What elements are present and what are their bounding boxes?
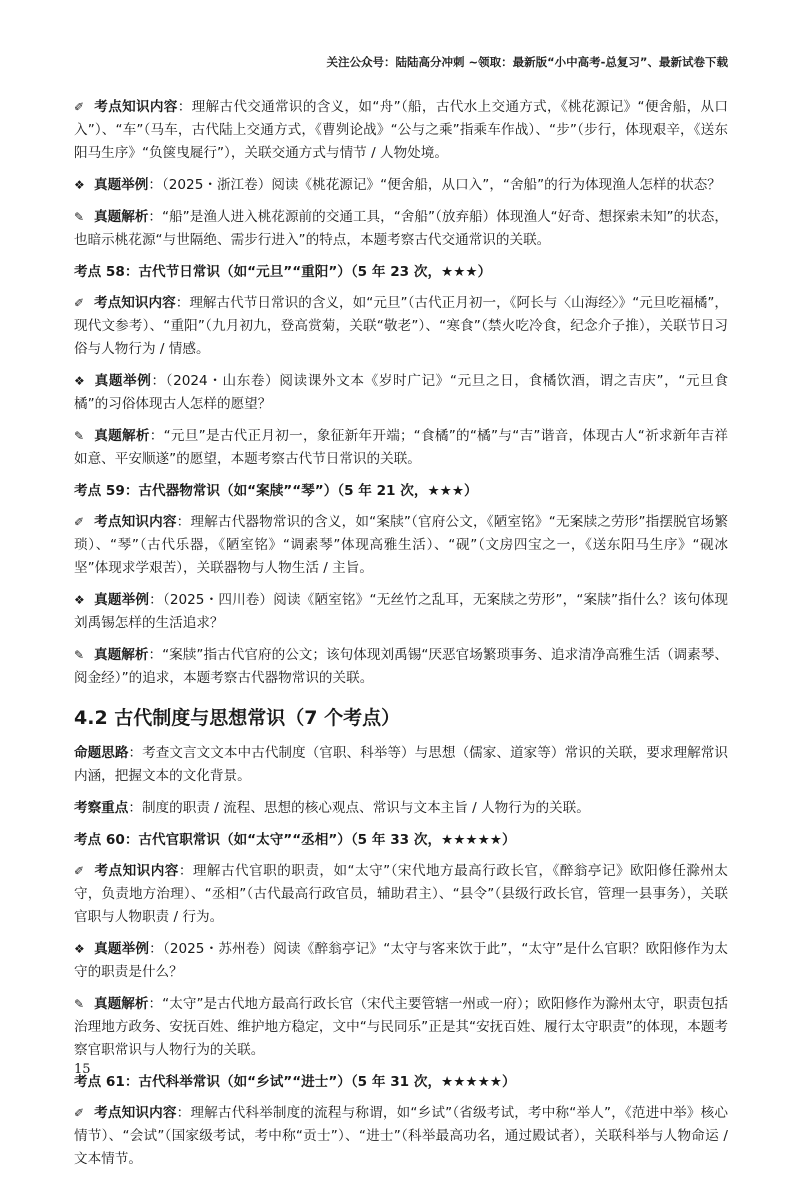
knowledge-label: 考点知识内容 [94,863,179,879]
analysis-label: 真题解析 [94,209,149,225]
page-content [74,96,728,1180]
knowledge-label: 考点知识内容 [94,99,178,115]
focus-text: ：制度的职责 / 流程、思想的核心观点、常识与文本主旨 / 人物行为的关联。 [128,800,590,816]
point-heading: 考点 61：古代科举常识（如“乡试”“进士”）（5 年 31 次，★★★★★） [74,1074,516,1090]
page-header: 关注公众号：陆陆高分冲刺 ~领取：最新版“小中高考-总复习”、最新试卷下载 [326,55,728,69]
diamond-bullet-icon: ❖ [74,942,85,956]
analysis-text: ：“元旦”是古代正月初一，象征新年开端；“食橘”的“橘”与“吉”谐音，体现古人“祈求新年吉祥如意、平安顺遂”的愿望，本题考察古代节日常识的关联。 [74,428,728,467]
example-paragraph [74,370,728,416]
knowledge-paragraph [74,860,728,929]
analysis-label: 真题解析 [94,428,150,444]
point-heading: 考点 58：古代节日常识（如“元旦”“重阳”）（5 年 23 次，★★★） [74,264,492,280]
pencil-icon: ✐ [74,296,85,310]
example-text: ：（2025・苏州卷）阅读《醉翁亭记》“太守与客来饮于此”，“太守”是什么官职？欧阳修作为太守的职责是什么？ [74,941,729,980]
knowledge-text: ：理解古代器物常识的含义，如“案牍”（官府公文，《陋室铭》“无案牍之劳形”指摆脱官场繁琐）、“琴”（古代乐器，《陋室铭》“调素琴”体现高雅生活）、“砚”（文房四宝之一，《送东阳马生序》“砚冰坚”体现求学艰苦），关联器物与人物生活 / 主旨。 [74,514,728,576]
section-title: 4.2 古代制度与思想常识（7 个考点） [74,707,401,729]
diamond-bullet-icon: ❖ [74,374,85,388]
diamond-bullet-icon: ❖ [74,593,85,607]
pencil-icon: ✐ [74,100,85,114]
analysis-paragraph [74,993,728,1062]
example-text: ：（2025・浙江卷）阅读《桃花源记》“便舍船，从口入”，“舍船”的行为体现渔人怎样的状态？ [148,177,721,193]
knowledge-paragraph [74,1102,728,1171]
focus-paragraph [74,797,728,820]
knowledge-text: ：理解古代官职的职责，如“太守”（宋代地方最高行政长官，《醉翁亭记》欧阳修任滁州太守，负责地方治理）、“丞相”（古代最高行政官员，辅助君主）、“县令”（县级行政长官，管理一县事务），关联官职与人物职责 / 行为。 [74,863,729,925]
knowledge-label: 考点知识内容 [94,514,177,530]
diamond-bullet-icon: ❖ [74,178,85,192]
analysis-label: 真题解析 [94,647,149,663]
focus-label: 考察重点 [74,800,129,816]
knowledge-label: 考点知识内容 [94,295,176,311]
point-heading: 考点 60：古代官职常识（如“太守”“丞相”）（5 年 33 次，★★★★★） [74,832,516,848]
idea-paragraph [74,742,728,788]
example-label: 真题举例 [94,373,152,389]
example-paragraph [74,174,728,197]
point-heading: 考点 59：古代器物常识（如“案牍”“琴”）（5 年 21 次，★★★） [74,483,478,499]
pencil-icon: ✐ [74,515,85,529]
pencil-icon: ✐ [74,1106,85,1120]
analysis-paragraph [74,644,728,690]
example-text: ：（2024・山东卷）阅读课外文本《岁时广记》“元旦之日，食橘饮酒，谓之吉庆”，“元旦食橘”的习俗体现古人怎样的愿望？ [74,373,729,412]
analysis-text: ：“案牍”指古代官府的公文；该句体现刘禹锡“厌恶官场繁琐事务、追求清净高雅生活（调素琴、阅金经）”的追求，本题考察古代器物常识的关联。 [74,647,729,686]
analysis-paragraph [74,206,728,252]
knowledge-text: ：理解古代交通常识的含义，如“舟”（船，古代水上交通方式，《桃花源记》“便舍船，从口入”）、“车”（马车，古代陆上交通方式，《曹刿论战》“公与之乘”指乘车作战）、“步”（步行，体现艰辛，《送东阳马生序》“负箧曳屣行”），关联交通方式与情节 / 人物处境。 [74,99,728,161]
analysis-paragraph [74,425,728,471]
idea-label: 命题思路 [74,745,129,761]
analysis-text: ：“船”是渔人进入桃花源前的交通工具，“舍船”（放弃船）体现渔人“好奇、想探索未知”的状态，也暗示桃花源“与世隔绝、需步行进入”的特点，本题考察古代交通常识的关联。 [74,209,729,248]
example-label: 真题举例 [94,592,150,608]
example-text: ：（2025・四川卷）阅读《陋室铭》“无丝竹之乱耳，无案牍之劳形”，“案牍”指什么？该句体现刘禹锡怎样的生活追求？ [74,592,729,631]
knowledge-paragraph [74,511,728,580]
page-number: 15 [74,1062,91,1077]
knowledge-text: ：理解古代节日常识的含义，如“元旦”（古代正月初一，《阿长与〈山海经〉》“元旦吃福橘”，现代文参考）、“重阳”（九月初九，登高赏菊，关联“敬老”）、“寒食”（禁火吃冷食，纪念介子推），关联节日习俗与人物行为 / 情感。 [74,295,728,357]
analysis-text: ：“太守”是古代地方最高行政长官（宋代主要管辖一州或一府）；欧阳修作为滁州太守，职责包括治理地方政务、安抚百姓、维护地方稳定，文中“与民同乐”正是其“安抚百姓、履行太守职责”的体现，本题考察官职常识与人物行为的关联。 [74,996,728,1058]
pen-icon: ✎ [74,997,85,1011]
knowledge-paragraph [74,292,728,361]
pencil-icon: ✐ [74,864,85,878]
example-paragraph [74,938,728,984]
knowledge-label: 考点知识内容 [94,1105,177,1121]
idea-text: ：考查文言文文本中古代制度（官职、科举等）与思想（儒家、道家等）常识的关联，要求理解常识内涵，把握文本的文化背景。 [74,745,729,784]
analysis-label: 真题解析 [94,996,149,1012]
pen-icon: ✎ [74,648,85,662]
pen-icon: ✎ [74,210,85,224]
example-label: 真题举例 [94,941,150,957]
knowledge-text: ：理解古代科举制度的流程与称谓，如“乡试”（省级考试，考中称“举人”，《范进中举》核心情节）、“会试”（国家级考试，考中称“贡士”）、“进士”（科举最高功名，通过殿试者），关联科举与人物命运 / 文本情节。 [74,1105,728,1167]
example-label: 真题举例 [94,177,149,193]
example-paragraph [74,589,728,635]
pen-icon: ✎ [74,429,85,443]
knowledge-paragraph [74,96,728,165]
